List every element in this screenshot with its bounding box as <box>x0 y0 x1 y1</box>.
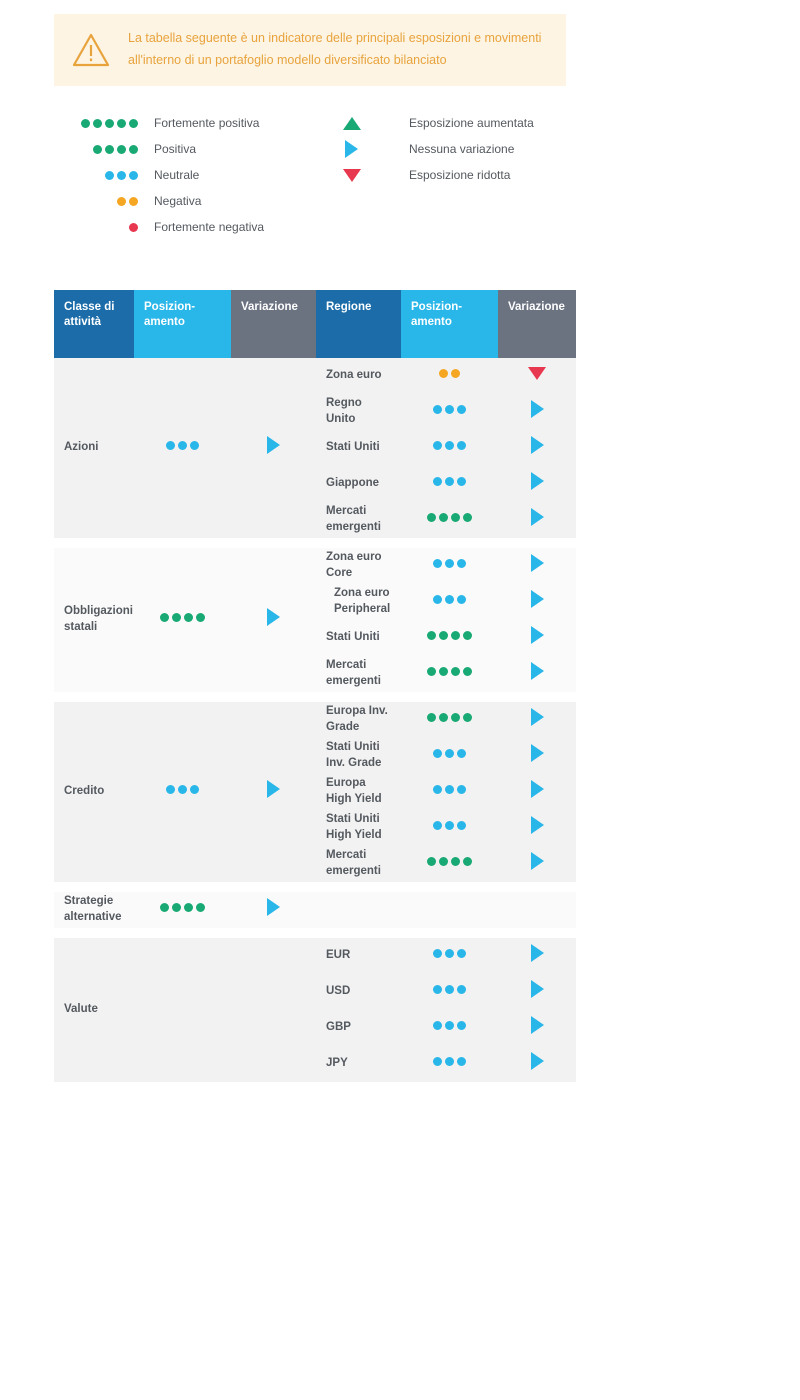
column-header-positioning-1: Posizion-amento <box>134 290 231 358</box>
region-positioning-dots <box>401 738 498 774</box>
region-cell: Giappone <box>316 466 401 502</box>
asset-class-variation-icon <box>231 358 316 538</box>
region-cell: Mercati emergenti <box>316 656 401 692</box>
region-variation-icon <box>498 1046 576 1082</box>
legend-item <box>54 214 324 240</box>
region-positioning-dots <box>401 774 498 810</box>
region-positioning-dots <box>401 620 498 656</box>
region-cell: Stati Uniti <box>316 620 401 656</box>
table-row <box>54 892 576 928</box>
region-positioning-dots <box>401 1046 498 1082</box>
region-cell: Regno Unito <box>316 394 401 430</box>
region-cell: Zona euro <box>316 358 401 394</box>
region-positioning-dots <box>401 358 498 394</box>
region-cell <box>316 892 401 928</box>
legend-dots <box>54 223 139 232</box>
legend-label: Esposizione aumentata <box>409 116 534 130</box>
legend-dots <box>54 197 139 206</box>
asset-class-cell: Obbligazioni statali <box>54 548 134 692</box>
legend-label: Positiva <box>154 142 197 156</box>
legend-item <box>324 162 614 188</box>
region-variation-icon <box>498 430 576 466</box>
region-variation-icon <box>498 974 576 1010</box>
asset-class-positioning-dots <box>134 892 231 928</box>
asset-class-variation-icon <box>231 892 316 928</box>
asset-class-positioning-dots <box>134 938 231 1082</box>
region-cell: JPY <box>316 1046 401 1082</box>
asset-class-cell: Strategie alternative <box>54 892 134 928</box>
region-cell: Europa High Yield <box>316 774 401 810</box>
asset-class-cell: Valute <box>54 938 134 1082</box>
region-cell: Mercati emergenti <box>316 846 401 882</box>
triangle-up-icon <box>324 117 379 130</box>
region-variation-icon <box>498 938 576 974</box>
column-header-variation-2: Variazione <box>498 290 576 358</box>
region-variation-icon <box>498 358 576 394</box>
region-variation-icon <box>498 548 576 584</box>
column-header-variation-1: Variazione <box>231 290 316 358</box>
notice-line-2: all'interno di un portafoglio modello diversificato bilanciato <box>128 52 447 67</box>
legend-label: Fortemente negativa <box>154 220 265 234</box>
region-positioning-dots <box>401 466 498 502</box>
region-cell: USD <box>316 974 401 1010</box>
warning-triangle-icon <box>54 32 128 68</box>
legend-label: Fortemente positiva <box>154 116 260 130</box>
legend-dots <box>54 119 139 128</box>
asset-class-variation-icon <box>231 938 316 1082</box>
legend-item <box>54 136 324 162</box>
region-variation-icon <box>498 846 576 882</box>
column-header-asset-class: Classe di attività <box>54 290 134 358</box>
region-variation-icon <box>498 738 576 774</box>
region-positioning-dots <box>401 394 498 430</box>
table-row <box>54 548 576 584</box>
region-cell: Mercati emergenti <box>316 502 401 538</box>
column-header-region: Regione <box>316 290 401 358</box>
legend-label: Nessuna variazione <box>409 142 515 156</box>
group-spacer <box>54 882 576 892</box>
region-positioning-dots <box>401 1010 498 1046</box>
asset-class-cell: Azioni <box>54 358 134 538</box>
region-positioning-dots <box>401 892 498 928</box>
asset-class-positioning-dots <box>134 548 231 692</box>
legend-dots <box>54 171 139 180</box>
notice-banner <box>54 14 566 86</box>
legend-item <box>54 110 324 136</box>
legend-item <box>54 162 324 188</box>
legend-item <box>54 188 324 214</box>
region-positioning-dots <box>401 584 498 620</box>
notice-text <box>128 28 559 72</box>
table-row <box>54 938 576 974</box>
region-variation-icon <box>498 394 576 430</box>
group-spacer <box>54 538 576 548</box>
region-positioning-dots <box>401 846 498 882</box>
region-variation-icon <box>498 502 576 538</box>
region-cell: Stati Uniti High Yield <box>316 810 401 846</box>
region-variation-icon <box>498 702 576 738</box>
region-positioning-dots <box>401 974 498 1010</box>
region-positioning-dots <box>401 502 498 538</box>
positioning-table <box>54 290 576 1082</box>
legend-label: Neutrale <box>154 168 200 182</box>
region-cell: Europa Inv. Grade <box>316 702 401 738</box>
region-variation-icon <box>498 620 576 656</box>
asset-class-positioning-dots <box>134 702 231 882</box>
region-variation-icon <box>498 466 576 502</box>
region-variation-icon <box>498 584 576 620</box>
region-cell: Zona euro Peripheral <box>316 584 401 620</box>
region-positioning-dots <box>401 810 498 846</box>
region-cell: Zona euro Core <box>316 548 401 584</box>
table-row <box>54 358 576 394</box>
legend-label: Esposizione ridotta <box>409 168 511 182</box>
asset-class-variation-icon <box>231 702 316 882</box>
legend-dots <box>54 145 139 154</box>
region-positioning-dots <box>401 702 498 738</box>
asset-class-positioning-dots <box>134 358 231 538</box>
asset-class-cell: Credito <box>54 702 134 882</box>
legend-item <box>324 136 614 162</box>
legend-label: Negativa <box>154 194 202 208</box>
triangle-right-icon <box>324 140 379 158</box>
region-cell: EUR <box>316 938 401 974</box>
region-variation-icon <box>498 656 576 692</box>
region-variation-icon <box>498 1010 576 1046</box>
group-spacer <box>54 692 576 702</box>
legend-item <box>324 110 614 136</box>
table-row <box>54 702 576 738</box>
table-header <box>54 290 576 358</box>
region-cell: Stati Uniti <box>316 430 401 466</box>
triangle-down-icon <box>324 169 379 182</box>
asset-class-variation-icon <box>231 548 316 692</box>
column-header-positioning-2: Posizion-amento <box>401 290 498 358</box>
region-variation-icon <box>498 774 576 810</box>
legend-positioning-column <box>54 110 324 240</box>
region-positioning-dots <box>401 656 498 692</box>
legend-variation-column <box>324 110 614 188</box>
region-positioning-dots <box>401 548 498 584</box>
region-cell: Stati Uniti Inv. Grade <box>316 738 401 774</box>
table-body <box>54 358 576 1082</box>
region-cell: GBP <box>316 1010 401 1046</box>
region-positioning-dots <box>401 430 498 466</box>
notice-line-1: La tabella seguente è un indicatore delle principali esposizioni e movimenti <box>128 31 542 45</box>
group-spacer <box>54 928 576 938</box>
region-variation-icon <box>498 810 576 846</box>
region-variation-icon <box>498 892 576 928</box>
region-positioning-dots <box>401 938 498 974</box>
